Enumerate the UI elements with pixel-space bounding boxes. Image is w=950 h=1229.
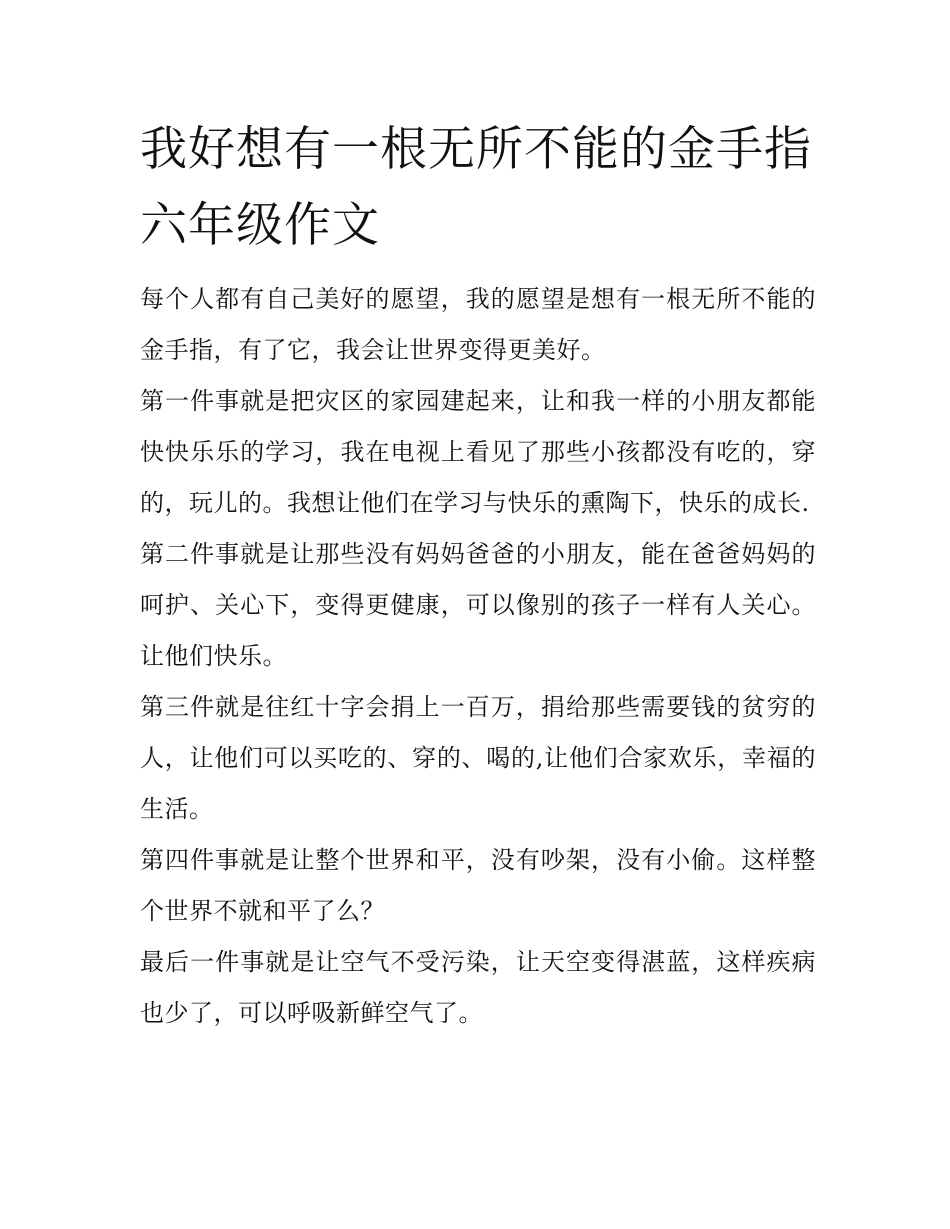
paragraph-6: 最后一件事就是让空气不受污染，让天空变得湛蓝，这样疾病也少了，可以呼吸新鲜空气了。	[140, 948, 816, 1027]
paragraph-1: 每个人都有自己美好的愿望，我的愿望是想有一根无所不能的金手指，有了它，我会让世界变得更美好。	[140, 285, 816, 364]
paragraph-5: 第四件事就是让整个世界和平，没有吵架，没有小偷。这样整个世界不就和平了么？	[140, 846, 816, 925]
paragraph-3: 第二件事就是让那些没有妈妈爸爸的小朋友，能在爸爸妈妈的呵护、关心下，变得更健康，可以像别的孩子一样有人关心。让他们快乐。	[140, 540, 816, 670]
document-title: 我好想有一根无所不能的金手指六年级作文	[140, 122, 812, 253]
document-body	[140, 274, 816, 1039]
paragraph-4: 第三件就是往红十字会捐上一百万，捐给那些需要钱的贫穷的人，让他们可以买吃的、穿的、喝的,让他们合家欢乐，幸福的生活。	[140, 693, 816, 823]
paragraph-2: 第一件事就是把灾区的家园建起来，让和我一样的小朋友都能快快乐乐的学习，我在电视上看见了那些小孩都没有吃的，穿的，玩儿的。我想让他们在学习与快乐的熏陶下，快乐的成长.	[140, 387, 816, 517]
